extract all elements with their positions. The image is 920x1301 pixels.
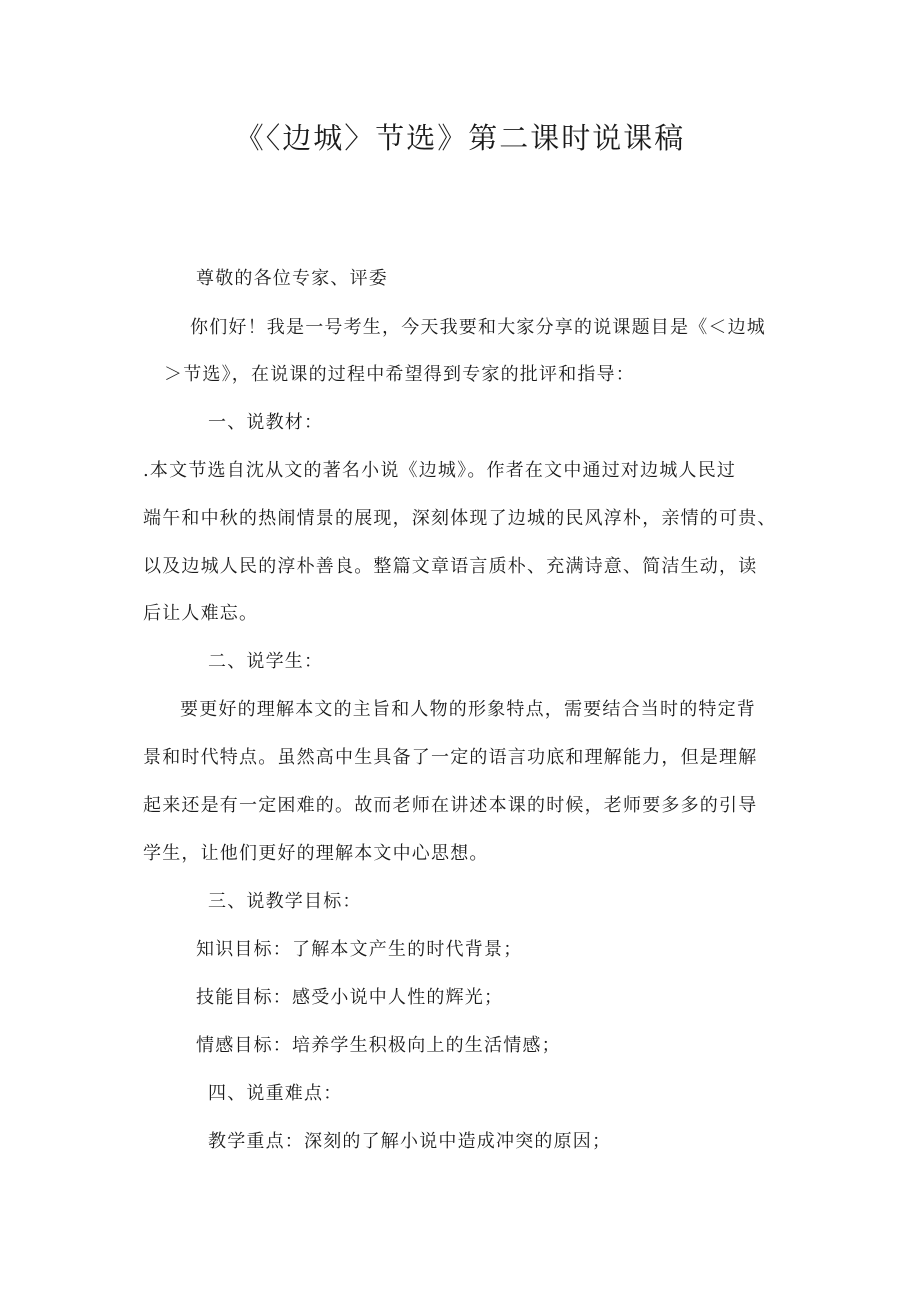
section4-heading: 四、说重难点： — [208, 1083, 343, 1104]
section1-line-1: .本文节选自沈从文的著名小说《边城》。作者在文中通过对边城人民过 — [143, 460, 737, 481]
section2-line-3: 起来还是有一定困难的。故而老师在讲述本课的时候，老师要多多的引导 — [143, 795, 758, 816]
intro-line-2: ＞节选》，在说课的过程中希望得到专家的批评和指导： — [164, 364, 635, 385]
section2-heading: 二、说学生： — [208, 651, 324, 672]
intro-line-1: 你们好！我是一号考生，今天我要和大家分享的说课题目是《＜边城 — [190, 317, 766, 338]
section1-line-3: 以及边城人民的淳朴善良。整篇文章语言质朴、充满诗意、简洁生动，读 — [143, 556, 758, 577]
section3-heading: 三、说教学目标： — [208, 891, 362, 912]
teaching-focus: 教学重点：深刻的了解小说中造成冲突的原因； — [208, 1131, 612, 1152]
document-title: 《〈边城〉节选》第二课时说课稿 — [234, 121, 686, 155]
section1-line-4: 后让人难忘。 — [143, 603, 259, 624]
section1-heading: 一、说教材： — [208, 412, 324, 433]
emotion-goal: 情感目标：培养学生积极向上的生活情感； — [196, 1035, 561, 1056]
section1-line-2: 端午和中秋的热闹情景的展现，深刻体现了边城的民风淳朴，亲情的可贵、 — [143, 508, 777, 529]
section2-line-1: 要更好的理解本文的主旨和人物的形象特点，需要结合当时的特定背 — [180, 699, 756, 720]
section2-line-2: 景和时代特点。虽然高中生具备了一定的语言功底和理解能力，但是理解 — [143, 747, 758, 768]
knowledge-goal: 知识目标：了解本文产生的时代背景； — [196, 939, 523, 960]
skill-goal: 技能目标：感受小说中人性的辉光； — [196, 987, 504, 1008]
section2-line-4: 学生，让他们更好的理解本文中心思想。 — [143, 843, 489, 864]
greeting: 尊敬的各位专家、评委 — [196, 268, 388, 289]
